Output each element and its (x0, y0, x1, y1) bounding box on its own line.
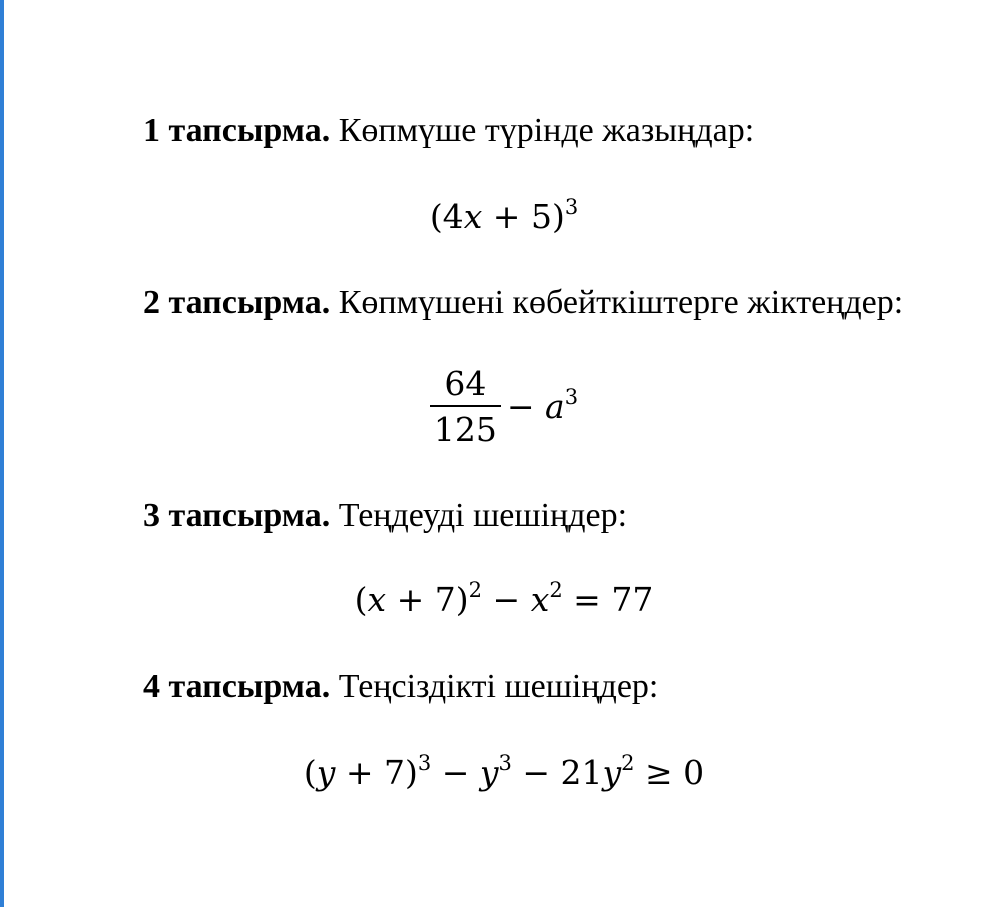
task-3-mid-2: − (482, 580, 531, 619)
task-4-instruction: Теңсіздікті шешіңдер: (338, 668, 659, 705)
task-4-var-3: y (602, 753, 622, 792)
task-2-label: 2 тапсырма. (143, 284, 331, 321)
task-2-var: a (545, 387, 565, 426)
task-3-formula (0, 580, 1008, 620)
task-2-minus: − (506, 387, 546, 426)
task-3-mid-1: + 7) (386, 580, 469, 619)
task-1-formula-var: x (463, 197, 483, 236)
task-3-end: = 77 (562, 580, 654, 619)
task-2-fraction (430, 365, 501, 449)
task-3-open: ( (354, 580, 368, 619)
task-4-label: 4 тапсырма. (143, 668, 331, 705)
task-2-formula-tail (507, 387, 578, 427)
task-2-instruction: Көпмүшені көбейткіштерге жіктеңдер: (338, 284, 904, 321)
task-4-var-2: y (479, 753, 499, 792)
task-2-exponent: 3 (564, 385, 579, 409)
task-1-formula-exponent: 3 (564, 195, 579, 219)
task-1-formula-open: (4 (429, 197, 464, 236)
task-3-instruction: Теңдеуді шешіңдер: (338, 497, 628, 534)
task-2-formula (0, 365, 1008, 449)
task-3-exponent-1: 2 (468, 578, 483, 602)
task-3-heading (143, 496, 627, 536)
task-4-exponent-1: 3 (417, 751, 432, 775)
task-4-mid-2: − (431, 753, 480, 792)
task-3-var-1: x (367, 580, 387, 619)
task-4-var-1: y (316, 753, 336, 792)
task-4-open: ( (303, 753, 317, 792)
task-4-exponent-3: 2 (621, 751, 635, 775)
task-2-numerator: 64 (430, 365, 501, 407)
task-3-var-2: x (530, 580, 550, 619)
task-3-exponent-2: 2 (549, 578, 563, 602)
task-1-instruction: Көпмүше түрінде жазыңдар: (338, 112, 755, 149)
task-3-label: 3 тапсырма. (143, 497, 331, 534)
task-1-formula-rest: + 5) (482, 197, 565, 236)
task-4-end: ≥ 0 (634, 753, 705, 792)
task-2-heading (143, 283, 903, 323)
task-1-label: 1 тапсырма. (143, 112, 331, 149)
task-4-mid-3: − 21 (511, 753, 603, 792)
task-1-formula (0, 197, 1008, 237)
task-4-exponent-2: 3 (498, 751, 512, 775)
task-4-mid-1: + 7) (335, 753, 418, 792)
task-2-denominator: 125 (433, 410, 497, 449)
task-4-formula (0, 753, 1008, 793)
task-4-heading (143, 667, 658, 707)
task-1-heading (143, 111, 754, 151)
